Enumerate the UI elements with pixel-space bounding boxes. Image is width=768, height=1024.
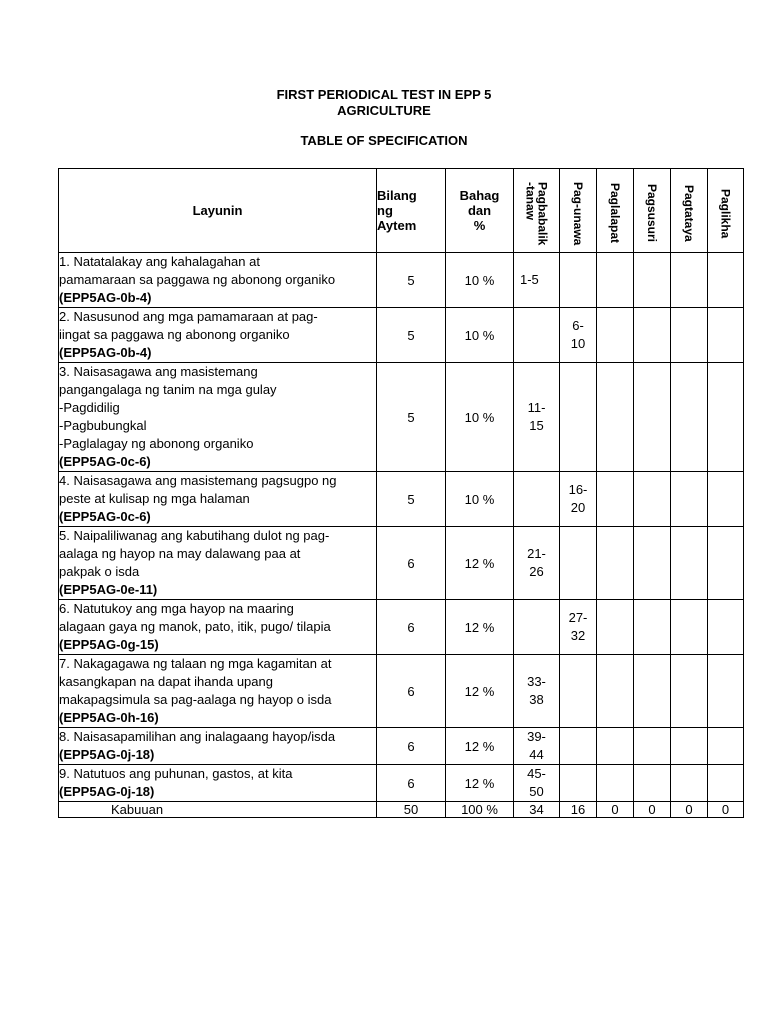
header-layunin: Layunin: [59, 169, 377, 253]
header-bahagdan-label: Bahag dan %: [459, 188, 500, 233]
level-cell: [671, 527, 708, 600]
header-level-1: [514, 169, 560, 253]
table-row: [59, 527, 744, 600]
level-cell: [560, 527, 597, 600]
objective-text: 2. Nasusunod ang mga pamamaraan at pag- iingat sa paggawa ng abonong organiko: [59, 309, 318, 342]
level-cell: [671, 600, 708, 655]
level-cell: [708, 308, 744, 363]
level-cell: 45- 50: [514, 765, 560, 802]
competency-code: (EPP5AG-0c-6): [59, 454, 151, 469]
table-row: [59, 363, 744, 472]
level-cell: [671, 253, 708, 308]
competency-code: (EPP5AG-0b-4): [59, 345, 152, 360]
header-aytem-label: Bilang ng Aytem: [377, 188, 417, 233]
objective-text: 6. Natutukoy ang mga hayop na maaring alagaan gaya ng manok, pato, itik, pugo/ tilapia: [59, 601, 331, 634]
level-cell: [708, 728, 744, 765]
level-cell: [671, 765, 708, 802]
competency-code: (EPP5AG-0g-15): [59, 637, 159, 652]
objective-text: 8. Naisasapamilihan ang inalagaang hayop/isda: [59, 729, 336, 744]
specification-table: [58, 168, 744, 818]
percent-cell: 10 %: [446, 253, 514, 308]
table-row: [59, 600, 744, 655]
objective-text: 9. Natutuos ang puhunan, gastos, at kita: [59, 766, 293, 781]
table-row: [59, 308, 744, 363]
objective-cell: [59, 655, 377, 728]
level-cell: [671, 655, 708, 728]
level-cell: [597, 600, 634, 655]
level-cell: [560, 765, 597, 802]
level-cell: [597, 363, 634, 472]
items-cell: 5: [377, 253, 446, 308]
level-cell: [671, 308, 708, 363]
level-cell: [634, 253, 671, 308]
table-row: [59, 728, 744, 765]
competency-code: (EPP5AG-0h-16): [59, 710, 159, 725]
level-cell: 11- 15: [514, 363, 560, 472]
level-cell: [708, 527, 744, 600]
items-cell: 5: [377, 363, 446, 472]
level-cell: [634, 765, 671, 802]
percent-cell: 10 %: [446, 472, 514, 527]
objective-text: 4. Naisasagawa ang masistemang pagsugpo ng peste at kulisap ng mga halaman: [59, 473, 337, 506]
table-title: TABLE OF SPECIFICATION: [300, 133, 468, 148]
level-cell: [634, 527, 671, 600]
level-cell: [708, 472, 744, 527]
header-level-5: [671, 169, 708, 253]
items-cell: 6: [377, 655, 446, 728]
test-title: FIRST PERIODICAL TEST IN EPP 5: [276, 87, 492, 102]
level-cell: [514, 472, 560, 527]
level-cell: [560, 363, 597, 472]
table-row: [59, 472, 744, 527]
table-row: [59, 253, 744, 308]
header-level-label: Pag-unawa: [571, 181, 585, 246]
objective-cell: [59, 600, 377, 655]
level-cell: [514, 308, 560, 363]
total-level-cell: 16: [560, 802, 597, 818]
objective-cell: [59, 308, 377, 363]
level-cell: [597, 472, 634, 527]
total-level-cell: 34: [514, 802, 560, 818]
objective-cell: [59, 253, 377, 308]
objective-cell: [59, 765, 377, 802]
header-level-3: [597, 169, 634, 253]
competency-code: (EPP5AG-0j-18): [59, 747, 155, 762]
percent-cell: 10 %: [446, 308, 514, 363]
percent-cell: 12 %: [446, 655, 514, 728]
level-cell: [597, 765, 634, 802]
total-row: [59, 802, 744, 818]
level-cell: 1-5: [514, 253, 560, 308]
objective-text: 3. Naisasagawa ang masistemang pangangalaga ng tanim na mga gulay -Pagdidilig -Pagbubungkal -Paglalagay ng abonong organiko: [59, 364, 277, 451]
level-cell: [671, 472, 708, 527]
percent-cell: 12 %: [446, 600, 514, 655]
level-cell: 39- 44: [514, 728, 560, 765]
competency-code: (EPP5AG-0j-18): [59, 784, 155, 799]
level-cell: [597, 308, 634, 363]
level-cell: [634, 655, 671, 728]
header-level-label: Pagsusuri: [645, 184, 659, 243]
objective-text: 7. Nakagagawa ng talaan ng mga kagamitan at kasangkapan na dapat ihanda upang makapagsimula sa pag-aalaga ng hayop o isda: [59, 656, 332, 707]
items-cell: 6: [377, 600, 446, 655]
total-level-cell: 0: [708, 802, 744, 818]
level-cell: [560, 655, 597, 728]
competency-code: (EPP5AG-0c-6): [59, 509, 151, 524]
level-cell: [597, 728, 634, 765]
level-cell: [634, 363, 671, 472]
level-cell: [597, 527, 634, 600]
percent-cell: 10 %: [446, 363, 514, 472]
total-level-cell: 0: [634, 802, 671, 818]
level-cell: [671, 363, 708, 472]
competency-code: (EPP5AG-0b-4): [59, 290, 152, 305]
objective-cell: [59, 472, 377, 527]
items-cell: 6: [377, 527, 446, 600]
objective-text: 1. Natatalakay ang kahalagahan at pamamaraan sa paggawa ng abonong organiko: [59, 254, 336, 287]
level-cell: [708, 600, 744, 655]
level-cell: [560, 253, 597, 308]
level-cell: [514, 600, 560, 655]
table-row: [59, 765, 744, 802]
header-level-6: [708, 169, 744, 253]
level-cell: 27- 32: [560, 600, 597, 655]
header-bilang-ng-aytem: [377, 169, 446, 253]
level-cell: [634, 308, 671, 363]
level-cell: [560, 728, 597, 765]
items-cell: 5: [377, 472, 446, 527]
level-cell: 33- 38: [514, 655, 560, 728]
header-level-4: [634, 169, 671, 253]
items-cell: 6: [377, 728, 446, 765]
level-cell: [708, 655, 744, 728]
competency-code: (EPP5AG-0e-11): [59, 582, 158, 597]
level-cell: 16- 20: [560, 472, 597, 527]
level-cell: [597, 253, 634, 308]
table-row: [59, 655, 744, 728]
header-level-label: Pagbabalik -tanaw: [523, 181, 550, 246]
level-cell: [708, 765, 744, 802]
level-cell: [634, 600, 671, 655]
items-cell: 5: [377, 308, 446, 363]
items-cell: 6: [377, 765, 446, 802]
level-cell: [708, 253, 744, 308]
level-cell: [634, 728, 671, 765]
header-level-label: Paglikha: [718, 188, 733, 239]
total-percent: 100 %: [446, 802, 514, 818]
objective-cell: [59, 363, 377, 472]
header-level-label: Paglalapat: [608, 183, 622, 244]
objective-text: 5. Naipaliliwanag ang kabutihang dulot ng pag- aalaga ng hayop na may dalawang paa at pakpak o isda: [59, 528, 330, 579]
total-items: 50: [377, 802, 446, 818]
level-cell: 21- 26: [514, 527, 560, 600]
header-row: [59, 169, 744, 253]
header-level-label: Pagtataya: [682, 185, 696, 242]
percent-cell: 12 %: [446, 728, 514, 765]
objective-cell: [59, 728, 377, 765]
level-cell: [597, 655, 634, 728]
header-level-2: [560, 169, 597, 253]
objective-cell: [59, 527, 377, 600]
level-cell: 6- 10: [560, 308, 597, 363]
level-cell: [708, 363, 744, 472]
subject-title: AGRICULTURE: [337, 103, 431, 118]
header-bahagdan: [446, 169, 514, 253]
percent-cell: 12 %: [446, 765, 514, 802]
level-cell: [671, 728, 708, 765]
total-label: Kabuuan: [59, 802, 377, 818]
total-level-cell: 0: [671, 802, 708, 818]
level-cell: [634, 472, 671, 527]
total-level-cell: 0: [597, 802, 634, 818]
percent-cell: 12 %: [446, 527, 514, 600]
